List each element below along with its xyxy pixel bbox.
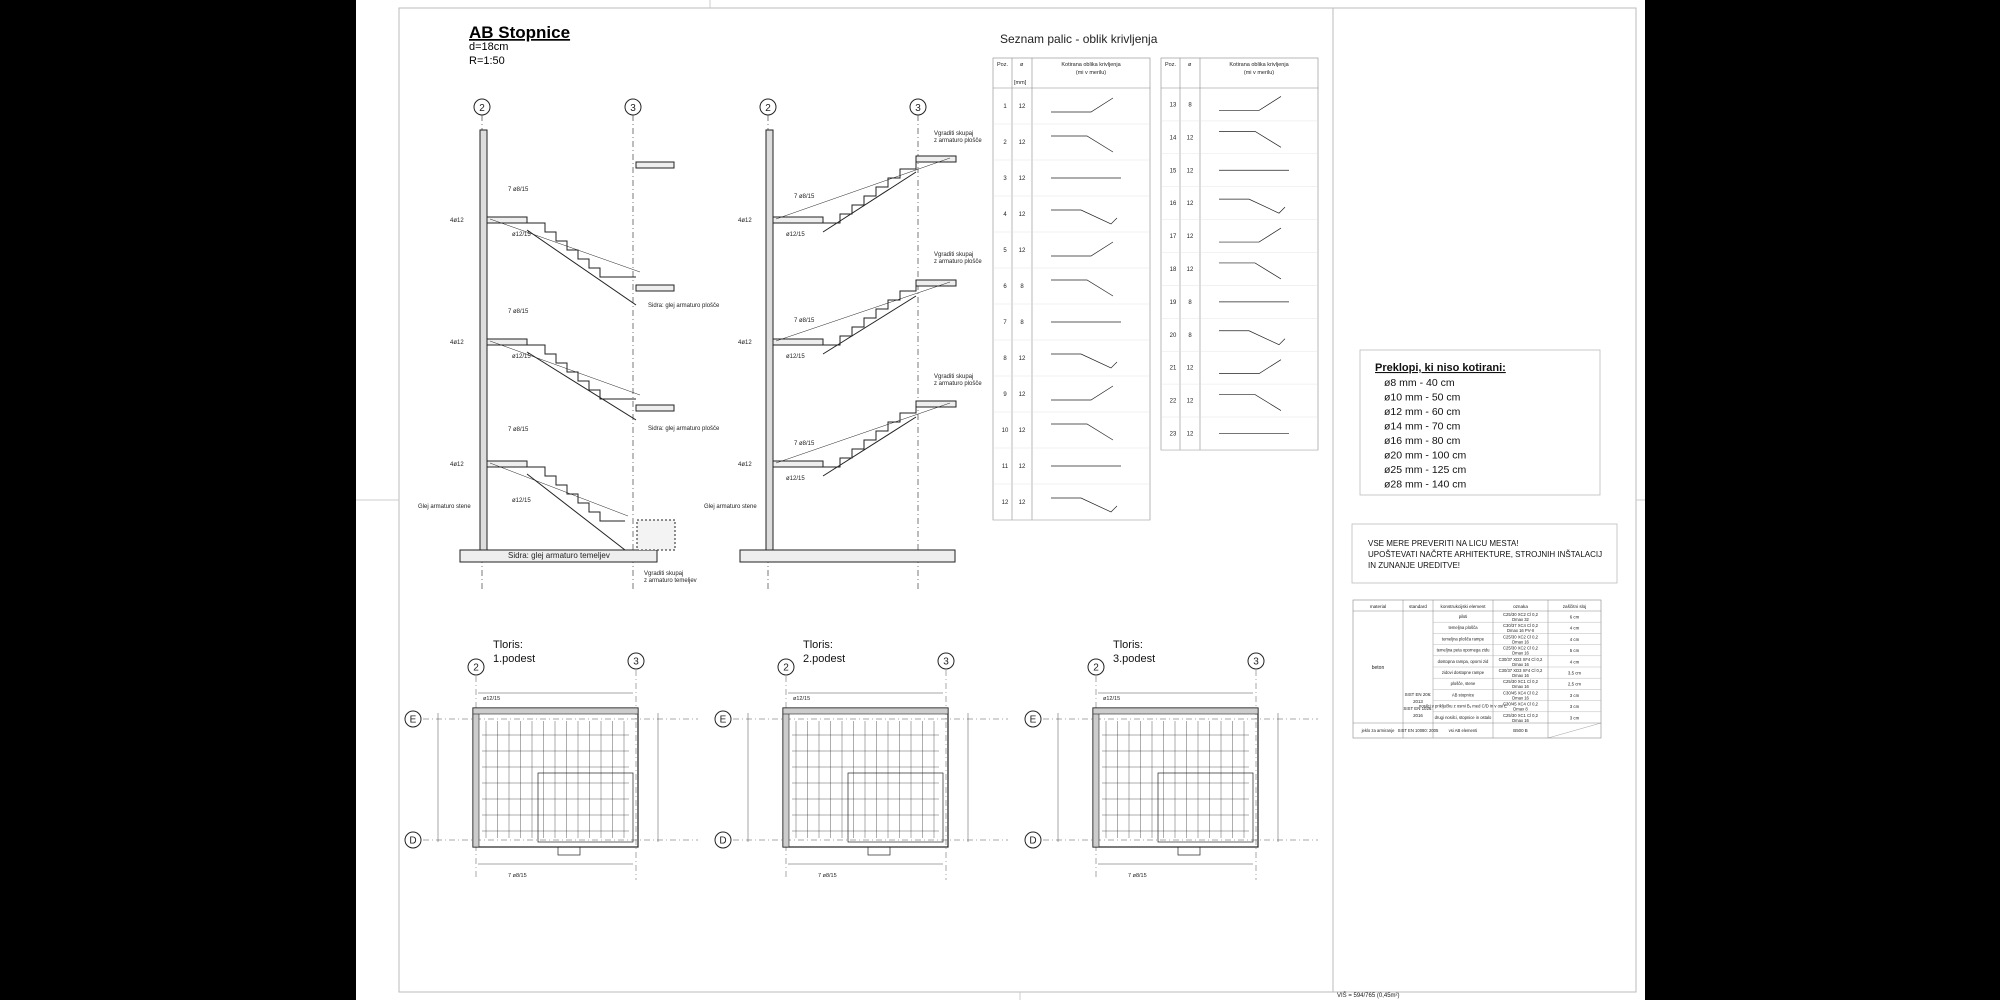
bar-poz: 2 xyxy=(1003,140,1007,146)
bar-poz: 7 xyxy=(1003,320,1007,326)
axis-marker-d xyxy=(1025,832,1041,848)
overlap-item: ø14 mm - 70 cm xyxy=(1384,420,1461,433)
materials-element: dostopna rampa, oporni zid xyxy=(1437,658,1489,664)
materials-aggregate: Dmax 16 xyxy=(1512,639,1529,645)
materials-aggregate: Dmax 16 xyxy=(1512,673,1529,678)
bar-poz: 17 xyxy=(1169,234,1177,241)
svg-text:E: E xyxy=(1029,714,1037,726)
bar-dia: 8 xyxy=(1188,102,1192,109)
bar-callout: 7 ø8/15 xyxy=(794,318,815,324)
materials-standard: 2013 xyxy=(1413,699,1423,704)
materials-grade: C25/30 XC2 Cl 0,2 xyxy=(1503,645,1538,651)
bar-poz: 4 xyxy=(1003,212,1007,218)
bar-dia: 12 xyxy=(1186,431,1194,438)
bar-dia: 12 xyxy=(1186,135,1194,142)
materials-aggregate: Dmax 16 PV-II xyxy=(1507,628,1534,634)
bar-poz: 9 xyxy=(1003,392,1007,398)
svg-text:2: 2 xyxy=(1093,662,1099,674)
plan-heading: Tloris: xyxy=(1113,639,1143,651)
bar-callout: ø12/15 xyxy=(483,696,501,702)
bar-callout: 4ø12 xyxy=(450,462,464,468)
bar-callout: ø12/15 xyxy=(793,696,811,702)
col-dia: ø xyxy=(1188,62,1192,68)
svg-text:D: D xyxy=(1029,835,1037,847)
materials-grade: B500 B xyxy=(1513,728,1528,733)
axis-marker-d xyxy=(405,832,421,848)
col-shape-sub: (mi v merilu) xyxy=(1243,70,1275,76)
bar-callout: 4ø12 xyxy=(738,340,752,346)
bar-dia: 12 xyxy=(1018,104,1026,110)
bar-poz: 12 xyxy=(1001,500,1009,506)
materials-element: temeljna peta opornega zidu xyxy=(1436,647,1490,653)
materials-aggregate: Dmax 16 xyxy=(1512,650,1529,656)
bar-dia: 12 xyxy=(1018,248,1026,254)
materials-grade: C25/30 XC2 Cl 0,2 xyxy=(1503,634,1538,640)
materials-header: konstrukcijski element xyxy=(1440,604,1486,609)
wall-reference-note: Glej armaturo stene xyxy=(704,504,757,510)
materials-grade: C25/30 XC1 Cl 0,2 xyxy=(1503,712,1538,718)
materials-cover: 4 cm xyxy=(1569,625,1580,631)
install-note: Vgraditi skupaj xyxy=(934,131,974,137)
bar-poz: 20 xyxy=(1169,332,1177,339)
materials-aggregate: Dmax 16 xyxy=(1512,717,1529,723)
materials-grade: C25/30 XC1 Cl 0,2 xyxy=(1503,679,1538,685)
svg-text:3: 3 xyxy=(943,656,949,668)
axis-marker-e xyxy=(405,711,421,727)
bar-poz: 1 xyxy=(1003,104,1007,110)
col-unit: [mm] xyxy=(1014,80,1027,86)
materials-cover: 4 cm xyxy=(1569,636,1580,642)
bar-dia: 8 xyxy=(1188,299,1192,306)
note-line: IN ZUNANJE UREDITVE! xyxy=(1368,561,1461,570)
axis-marker-e xyxy=(1025,711,1041,727)
wall-reference-note: Glej armaturo stene xyxy=(418,504,471,510)
thickness-note: d=18cm xyxy=(469,41,509,53)
plan-name: 1.podest xyxy=(493,653,536,665)
materials-grade: C30/45 XC4 Cl 0,2 xyxy=(1503,690,1538,696)
materials-steel: jeklo za armiranje xyxy=(1361,728,1395,733)
svg-text:D: D xyxy=(409,835,417,847)
materials-cover: 2,5 cm xyxy=(1567,681,1582,687)
materials-element: piloti xyxy=(1458,614,1468,619)
bar-poz: 16 xyxy=(1169,201,1177,208)
bar-callout: 7 ø8/15 xyxy=(508,427,529,433)
bar-poz: 10 xyxy=(1001,428,1009,434)
bar-dia: 12 xyxy=(1018,500,1026,506)
materials-standard: SIST EN 206: xyxy=(1404,692,1432,697)
scale-note: R=1:50 xyxy=(469,55,505,67)
overlap-item: ø10 mm - 50 cm xyxy=(1384,391,1461,404)
svg-text:D: D xyxy=(719,835,727,847)
bar-poz: 21 xyxy=(1169,365,1177,372)
bar-dia: 12 xyxy=(1018,464,1026,470)
axis-marker-3 xyxy=(628,653,644,669)
materials-standard: 2016 xyxy=(1413,713,1423,718)
bar-callout: 7 ø8/15 xyxy=(508,187,529,193)
note-line: VSE MERE PREVERITI NA LICU MESTA! xyxy=(1368,539,1519,548)
bar-poz: 6 xyxy=(1003,284,1007,290)
bar-dia: 12 xyxy=(1018,428,1026,434)
bar-callout: ø12/15 xyxy=(512,354,531,360)
anchor-note: Sidra: glej armaturo plošče xyxy=(648,426,720,432)
materials-standard: SIST EN 10080: 2005 xyxy=(1397,728,1439,733)
materials-standard: SIST EN 1026: xyxy=(1403,706,1433,711)
bar-dia: 12 xyxy=(1018,212,1026,218)
materials-aggregate: Dmax 8 xyxy=(1513,706,1528,712)
overlap-item: ø8 mm - 40 cm xyxy=(1384,377,1455,389)
col-poz: Poz. xyxy=(1165,62,1177,68)
bar-dia: 12 xyxy=(1186,266,1194,273)
bar-dia: 12 xyxy=(1018,392,1026,398)
plan-heading: Tloris: xyxy=(803,639,833,651)
install-note: z armaturo plošče xyxy=(934,138,982,144)
svg-text:3: 3 xyxy=(1253,656,1259,668)
overlap-item: ø12 mm - 60 cm xyxy=(1384,406,1461,418)
bar-callout: 7 ø8/15 xyxy=(794,441,815,447)
materials-element: vsi AB elementi xyxy=(1448,728,1478,733)
bar-callout: 4ø12 xyxy=(738,462,752,468)
bar-callout: ø12/15 xyxy=(786,476,805,482)
svg-text:3: 3 xyxy=(633,656,639,668)
bar-dia: 12 xyxy=(1186,234,1194,241)
materials-cover: 3 cm xyxy=(1569,704,1580,710)
materials-cover: 3,5 cm xyxy=(1567,670,1582,676)
svg-text:2: 2 xyxy=(765,103,771,114)
materials-element: zidovi dostopne rampe xyxy=(1441,670,1485,675)
bar-poz: 14 xyxy=(1169,135,1177,142)
overlap-item: ø16 mm - 80 cm xyxy=(1384,435,1461,447)
bar-poz: 8 xyxy=(1003,356,1007,362)
svg-text:3: 3 xyxy=(630,103,636,114)
materials-cover: 4 cm xyxy=(1569,659,1580,665)
bar-poz: 5 xyxy=(1003,248,1007,254)
materials-cover: 5 cm xyxy=(1569,648,1580,654)
svg-text:2: 2 xyxy=(783,662,789,674)
materials-header: zaščitni sloj xyxy=(1562,604,1587,609)
materials-aggregate: Dmax 32 xyxy=(1512,617,1529,622)
axis-marker-d xyxy=(715,832,731,848)
materials-element: temeljna plošča rampe xyxy=(1441,636,1485,642)
bar-callout: 7 ø8/15 xyxy=(508,309,529,315)
bar-poz: 23 xyxy=(1169,431,1177,438)
bar-poz: 22 xyxy=(1169,398,1177,405)
bar-dia: 12 xyxy=(1186,398,1194,405)
plan-name: 3.podest xyxy=(1113,653,1156,665)
axis-marker-2 xyxy=(1088,659,1104,675)
col-poz: Poz. xyxy=(997,62,1009,68)
materials-element: nosilci v priključku z osmi B₁ med C/D in v osi E xyxy=(1419,703,1507,709)
bar-dia: 12 xyxy=(1186,201,1194,208)
materials-element: plošče, stene xyxy=(1450,681,1476,687)
bar-poz: 11 xyxy=(1001,464,1009,470)
col-dia: ø xyxy=(1020,62,1024,68)
axis-marker-e xyxy=(715,711,731,727)
bar-callout: ø12/15 xyxy=(512,232,531,238)
plan-heading: Tloris: xyxy=(493,639,523,651)
materials-grade: C30/37 XD3 XF4 Cl 0,2 xyxy=(1498,668,1543,673)
drawing-title: AB Stopnice xyxy=(469,23,571,42)
bar-poz: 19 xyxy=(1169,299,1177,306)
overlap-item: ø20 mm - 100 cm xyxy=(1384,449,1467,462)
install-note: z armaturo plošče xyxy=(934,259,982,265)
overlaps-title: Preklopi, ki niso kotirani: xyxy=(1375,362,1506,374)
bar-dia: 12 xyxy=(1186,365,1194,372)
bar-dia: 12 xyxy=(1186,168,1194,175)
materials-element: AB stopnice xyxy=(1451,692,1475,698)
materials-header: standard xyxy=(1409,604,1427,609)
materials-header: oznaka xyxy=(1513,604,1528,609)
bar-dia: 8 xyxy=(1020,320,1024,326)
overlap-item: ø25 mm - 125 cm xyxy=(1384,464,1467,476)
plan-name: 2.podest xyxy=(803,653,846,665)
materials-grade: C30/45 XC4 Cl 0,2 xyxy=(1503,701,1538,707)
anchor-note: Sidra: glej armaturo plošče xyxy=(648,303,720,309)
bar-callout: 4ø12 xyxy=(450,218,464,224)
install-note: Vgraditi skupaj xyxy=(644,571,684,577)
svg-text:2: 2 xyxy=(479,103,485,114)
materials-cover: 6 cm xyxy=(1569,614,1580,620)
axis-marker-3 xyxy=(1248,653,1264,669)
materials-header: material xyxy=(1369,604,1387,609)
materials-element: temeljna plošča xyxy=(1448,625,1478,631)
bar-poz: 13 xyxy=(1169,102,1177,109)
axis-marker-2 xyxy=(778,659,794,675)
install-note: z armaturo temeljev xyxy=(644,578,697,584)
materials-aggregate: Dmax 16 xyxy=(1512,684,1529,690)
note-line: UPOŠTEVATI NAČRTE ARHITEKTURE, STROJNIH INŠTALACIJ xyxy=(1368,550,1603,559)
bar-callout: ø12/15 xyxy=(786,232,805,238)
bar-callout: 7 ø8/15 xyxy=(818,873,837,879)
materials-cover: 3 cm xyxy=(1569,692,1580,698)
install-note: Vgraditi skupaj xyxy=(934,252,974,258)
bar-poz: 3 xyxy=(1003,176,1007,182)
materials-aggregate: Dmax 16 xyxy=(1512,661,1529,667)
bar-callout: 4ø12 xyxy=(450,340,464,346)
axis-marker-3 xyxy=(938,653,954,669)
materials-grade: C30/37 XD3 XF4 Cl 0,2 xyxy=(1498,656,1543,662)
svg-text:3: 3 xyxy=(915,103,921,114)
install-note: z armaturo plošče xyxy=(934,381,982,387)
bar-dia: 12 xyxy=(1018,356,1026,362)
bar-callout: 4ø12 xyxy=(738,218,752,224)
bar-callout: 7 ø8/15 xyxy=(794,194,815,200)
bar-callout: ø12/15 xyxy=(786,354,805,360)
svg-text:E: E xyxy=(409,714,417,726)
bar-callout: ø12/15 xyxy=(512,498,531,504)
materials-grade: C30/37 XC4 Cl 0,2 xyxy=(1503,623,1538,629)
bar-poz: 15 xyxy=(1169,168,1177,175)
sheet-size-note: VIŠ = 594/765 (0,45m²) xyxy=(1337,993,1400,999)
install-note: Vgraditi skupaj xyxy=(934,374,974,380)
bar-dia: 8 xyxy=(1020,284,1024,290)
bar-dia: 12 xyxy=(1018,176,1026,182)
materials-grade: C25/30 XC2 Cl 0,2 xyxy=(1503,612,1538,617)
materials-element: drugi nosilci, stopnice in ostalo xyxy=(1434,714,1492,720)
col-shape: Kotirana oblika krivljenja xyxy=(1061,62,1121,68)
materials-cover: 3 cm xyxy=(1569,715,1580,721)
bar-dia: 8 xyxy=(1188,332,1192,339)
overlap-item: ø28 mm - 140 cm xyxy=(1384,478,1467,491)
svg-text:E: E xyxy=(719,714,727,726)
bar-callout: ø12/15 xyxy=(1103,696,1121,702)
bar-callout: 7 ø8/15 xyxy=(1128,873,1147,879)
bar-dia: 12 xyxy=(1018,140,1026,146)
bar-poz: 18 xyxy=(1169,266,1177,273)
svg-text:2: 2 xyxy=(473,662,479,674)
col-shape: Kotirana oblika krivljenja xyxy=(1229,62,1289,68)
paper xyxy=(356,0,1645,1000)
materials-aggregate: Dmax 16 xyxy=(1512,695,1529,701)
foundation-anchor-note: Sidra: glej armaturo temeljev xyxy=(508,551,610,560)
col-shape-sub: (mi v merilu) xyxy=(1075,70,1107,76)
materials-beton: beton xyxy=(1371,665,1385,671)
bar-schedule-title: Seznam palic - oblik krivljenja xyxy=(1000,32,1158,46)
bar-callout: 7 ø8/15 xyxy=(508,873,527,879)
axis-marker-2 xyxy=(468,659,484,675)
